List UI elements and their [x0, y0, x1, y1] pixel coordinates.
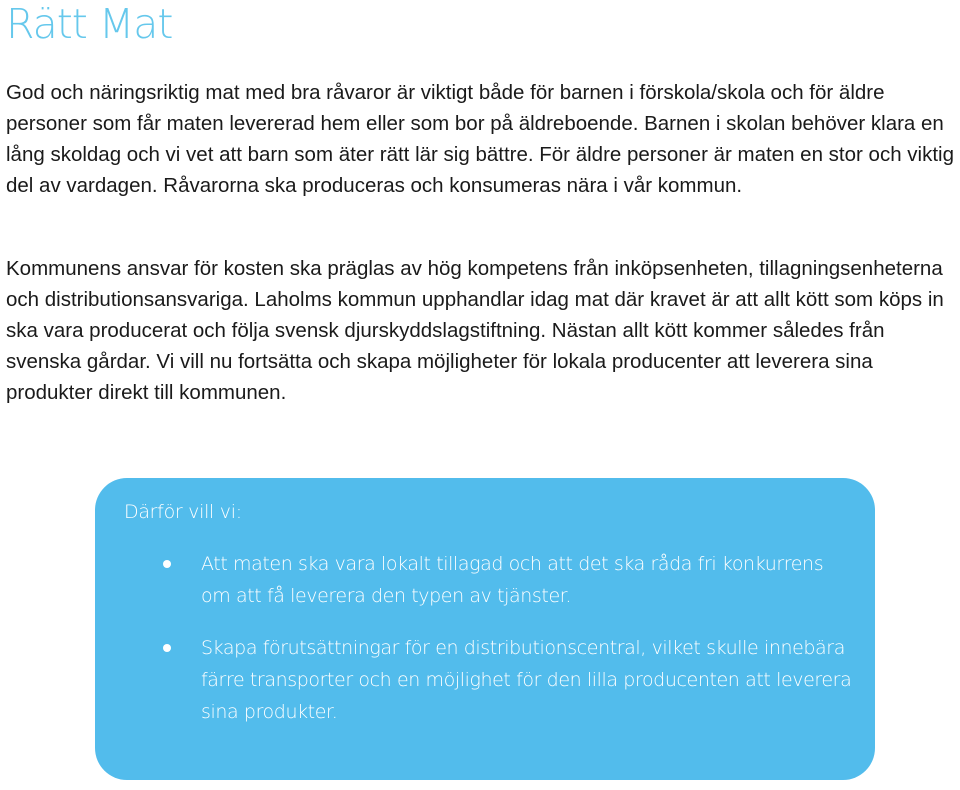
- callout-list: [95, 548, 875, 748]
- callout-heading: Därför vill vi:: [124, 501, 242, 523]
- paragraph-intro: God och näringsriktig mat med bra råvaror är viktigt både för barnen i förskola/skola och för äldre personer som får maten levererad hem eller som bor på äldreboende. Barnen i skolan behöver klara en lång skoldag och vi vet att barn som äter rätt lär sig bättre. För äldre personer är maten en stor och viktig del av vardagen. Råvarorna ska produceras och konsumeras nära i vår kommun.: [6, 81, 955, 197]
- bullet-icon: [163, 560, 171, 568]
- list-item-text: Att maten ska vara lokalt tillagad och att det ska råda fri konkurrens om att få leverera den typen av tjänster.: [201, 553, 824, 607]
- bullet-icon: [163, 644, 171, 652]
- list-item: [95, 548, 875, 612]
- page-title: Rätt Mat: [6, 0, 173, 48]
- list-item-text: Skapa förutsättningar för en distributionscentral, vilket skulle innebära färre transporter och en möjlighet för den lilla producenten att leverera sina produkter.: [201, 637, 852, 723]
- callout-box: [95, 478, 875, 780]
- paragraph-responsibility: Kommunens ansvar för kosten ska präglas av hög kompetens från inköpsenheten, tillagningsenheterna och distributionsansvariga. Laholms kommun upphandlar idag mat där kravet är att allt kött som köps in ska vara producerat och följa svensk djurskyddslagstiftning. Nästan allt kött kommer således från svenska gårdar. Vi vill nu fortsätta och skapa möjligheter för lokala producenter att leverera sina produkter direkt till kommunen.: [6, 257, 944, 404]
- list-item: [95, 632, 875, 728]
